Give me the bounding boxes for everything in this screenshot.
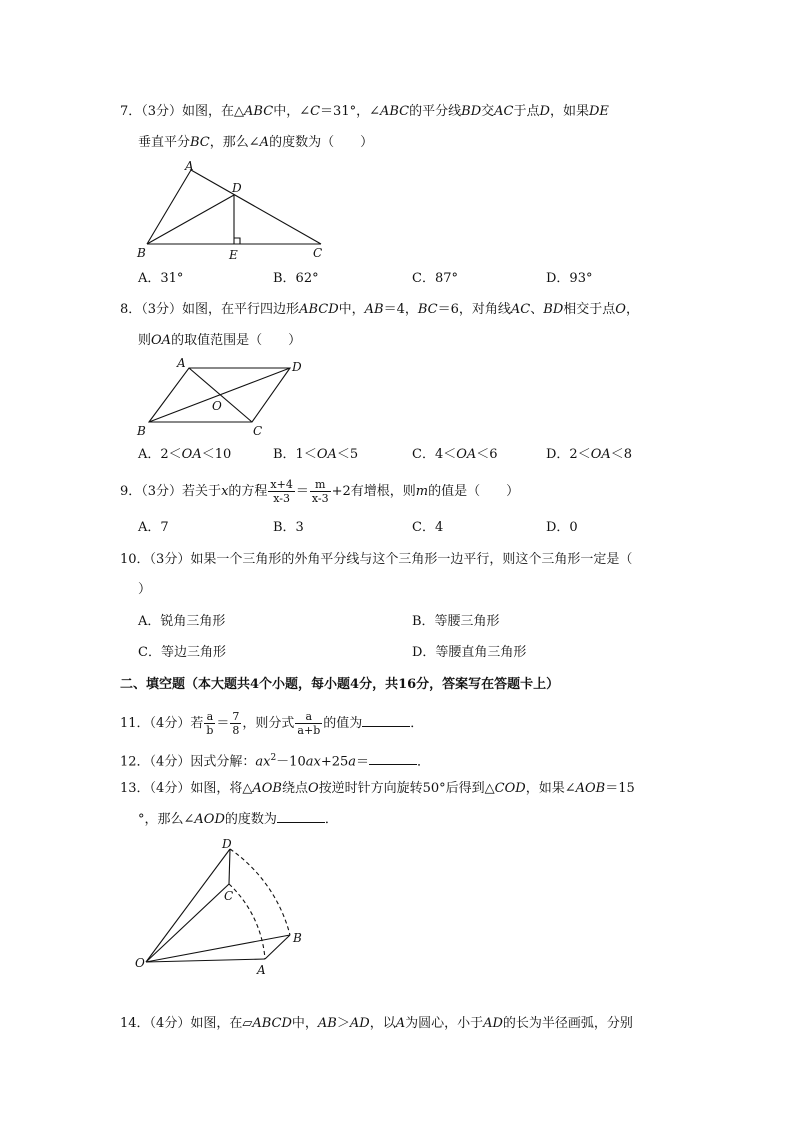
q11-fraction-3: $\frac{a}{a+b}$ [297,710,321,737]
label-C: C [224,889,234,903]
label-B: B [137,246,146,260]
section-heading-fill-in: 二、填空题（本大题共4个小题，每小题4分，共16分，答案写在答题卡上） [120,677,560,692]
q11-answer-blank[interactable] [362,714,410,727]
label-O: O [135,956,145,970]
label-A: A [185,159,194,173]
q11-line: 11．（4分）若 $\frac{a}{b}$ ＝ $\frac{7}{8}$ ，则分式 $\frac{a}{a+b}$ 的值为 ． [120,710,424,737]
q8-option-b[interactable]: B．1＜OA＜5 [273,447,359,462]
q12-answer-blank[interactable] [369,752,417,765]
q10-line2: ） [138,582,152,597]
label-C: C [253,424,263,438]
q13-line2: °，那么∠AOD的度数为 ． [138,812,338,827]
q9-line: 9．（3分）若关于x的方程 $\frac{x+4}{x-3}$ ＝ $\frac{m}{x-3}$ +2有增根，则m的值是（ ） [120,478,520,505]
q7-line1: 7．（3分）如图，在△ABC中，∠C＝31°，∠ABC的平分线BD交AC于点D，如果DE [120,104,609,119]
q9-fraction-1: $\frac{x+4}{x-3}$ [270,478,293,505]
label-A: A [177,356,186,370]
q11-fraction-1: $\frac{a}{b}$ [206,710,214,737]
q7-option-a[interactable]: A．31° [138,271,184,286]
q8-option-c[interactable]: C．4＜OA＜6 [412,447,498,462]
label-O: O [212,399,222,413]
q8-line2: 则OA的取值范围是（ ） [138,333,302,348]
q11-fraction-2: $\frac{7}{8}$ [232,710,240,737]
q7-option-b[interactable]: B．62° [273,271,319,286]
q10-option-b[interactable]: B．等腰三角形 [412,614,500,629]
q7-line2: 垂直平分BC，那么∠A的度数为（ ） [138,135,374,150]
q14-line: 14．（4分）如图，在▱ABCD中，AB＞AD，以A为圆心，小于AD的长为半径画弧，分别 [120,1016,633,1031]
q8-option-a[interactable]: A．2＜OA＜10 [138,447,232,462]
q10-option-c[interactable]: C．等边三角形 [138,645,226,660]
q9-option-b[interactable]: B．3 [273,520,304,535]
q10-option-d[interactable]: D．等腰直角三角形 [412,645,527,660]
q11-number: 11．（4分） [120,716,191,731]
q13-answer-blank[interactable] [277,810,325,823]
label-C: C [313,246,323,260]
q10-option-a[interactable]: A．锐角三角形 [138,614,226,629]
q12-line: 12．（4分）因式分解：$ax^2-10ax+25a=$ ． [120,753,431,770]
label-B: B [137,424,146,438]
q9-fraction-2: $\frac{m}{x-3}$ [311,478,329,505]
q10-number: 10．（3分） [120,552,191,567]
q8-option-d[interactable]: D．2＜OA＜8 [546,447,633,462]
label-D: D [232,181,242,195]
q9-option-c[interactable]: C．4 [412,520,444,535]
label-E: E [229,248,238,262]
label-A: A [257,963,266,977]
q13-number: 13．（4分） [120,781,191,796]
q8-line1: 8．（3分）如图，在平行四边形ABCD中，AB＝4，BC＝6，对角线AC、BD相交于点O， [120,302,639,317]
q8-number: 8．（3分） [120,302,183,317]
q10-line1: 10．（3分）如果一个三角形的外角平分线与这个三角形一边平行，则这个三角形一定是（ [120,552,633,567]
label-D: D [292,360,302,374]
q14-number: 14．（4分） [120,1016,191,1031]
q13-line1: 13．（4分）如图，将△AOB绕点O按逆时针方向旋转50°后得到△COD，如果∠AOB＝15 [120,781,635,796]
q13-rotation-figure [130,832,310,977]
q9-number: 9．（3分） [120,484,183,499]
label-B: B [293,931,302,945]
q9-option-d[interactable]: D．0 [546,520,578,535]
label-D: D [222,837,232,851]
q9-option-a[interactable]: A．7 [138,520,169,535]
q8-parallelogram-figure [132,355,312,440]
q7-number: 7．（3分） [120,104,183,119]
q7-triangle-figure [135,158,335,262]
q7-option-d[interactable]: D．93° [546,271,593,286]
q12-number: 12．（4分） [120,754,191,770]
q7-option-c[interactable]: C．87° [412,271,458,286]
